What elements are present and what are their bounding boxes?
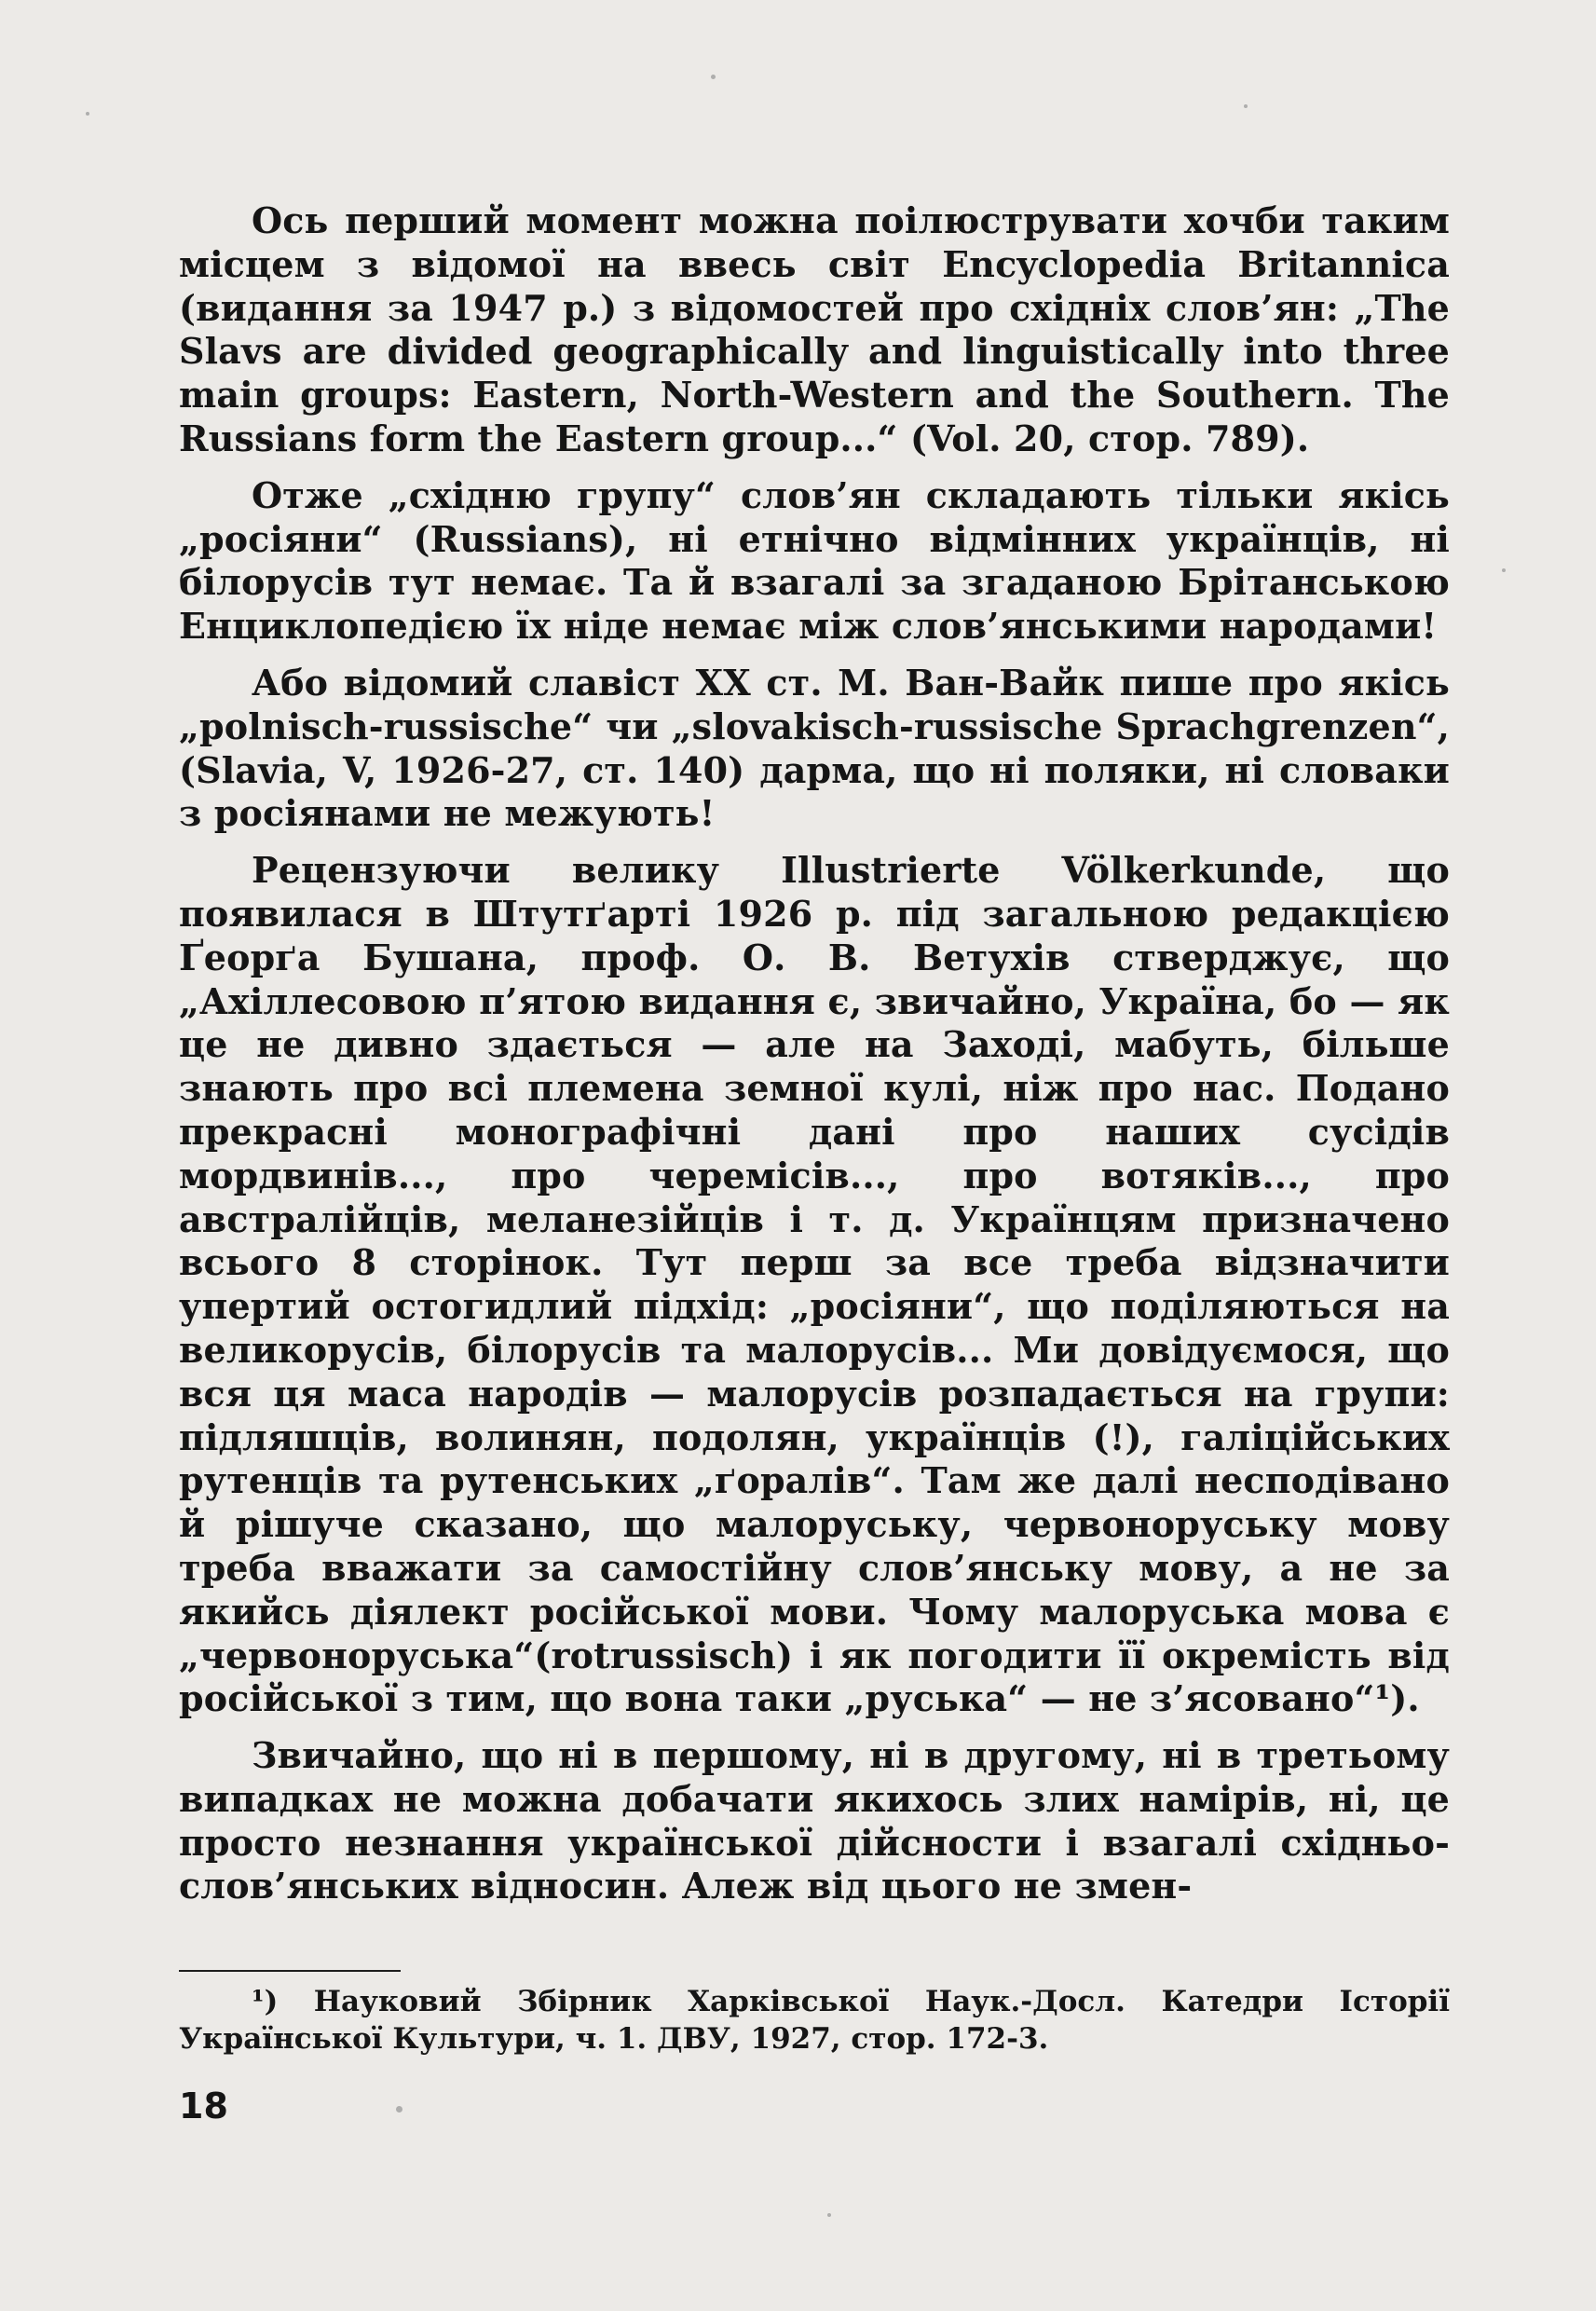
paper-speck: [1244, 104, 1248, 108]
paragraph: Або відомий славіст XX ст. М. Ван-Вайк пише про якісь „polnisch-russische“ чи „slovakisch-russische Sprachgrenzen“, (Slavia, V, 1926-27, ст. 140) дарма, що ні поляки, ні словаки з росіянами не межують!: [179, 661, 1450, 835]
paper-speck: [86, 112, 89, 116]
footnote: ¹) Науковий Збірник Харківської Наук.-Досл. Катедри Історії Української Культури, ч. 1. ДВУ, 1927, стор. 172-3.: [179, 1985, 1450, 2056]
paragraph: Звичайно, що ні в першому, ні в другому, ні в третьому випадках не можна добачати якихось злих намірів, ні, це просто незнання української дійсности і взагалі східньо-слов’янських відносин. Алеж від цього не змен-: [179, 1734, 1450, 1908]
paper-speck: [1502, 568, 1506, 572]
paragraph: Рецензуючи велику Illustrierte Völkerkunde, що появилася в Штутґарті 1926 р. під загальною редакцією Ґеорґа Бушана, проф. О. В. Ветухів стверджує, що „Ахіллесовою п’ятою видання є, звичайно, Україна, бо — як це не дивно здається — але на Заході, мабуть, більше знають про всі племена земної кулі, ніж про нас. Подано прекрасні монографічні дані про наших сусідів мордвинів..., про черемісів..., про вотяків..., про австралійців, меланезійців і т. д. Українцям призначено всього 8 сторінок. Тут перш за все треба відзначити упертий остогидлий підхід: „росіяни“, що поділяються на великорусів, білорусів та малорусів... Ми довідуємося, що вся ця маса народів — малорусів розпадається на групи: підляшців, волинян, подолян, українців (!), галіційських рутенців та рутенських „ґоралів“. Там же далі несподівано й рішуче сказано, що малоруську, червоноруську мову треба вважати за самостійну слов’янську мову, а не за якийсь діялект російської мови. Чому малоруська мова є „червоноруська“(rotrussisch) і як погодити її окремість від російської з тим, що вона таки „руська“ — не з’ясовано“¹).: [179, 849, 1450, 1720]
footnote-rule: [179, 1970, 401, 1972]
paper-speck: [827, 2213, 831, 2217]
page-number: 18: [179, 2085, 228, 2126]
main-text: [179, 199, 1450, 1908]
paragraph: Ось перший момент можна поілюструвати хочби таким місцем з відомої на ввесь світ Encyclopedia Britannica (видання за 1947 р.) з відомостей про східніх слов’ян: „The Slavs are divided geographically and linguistically into three main groups: Eastern, North-Western and the Southern. The Russians form the Eastern group...“ (Vol. 20, стор. 789).: [179, 199, 1450, 459]
paper-speck: [396, 2106, 402, 2113]
paragraph: Отже „східню групу“ слов’ян складають тільки якісь „росіяни“ (Russians), ні етнічно відмінних українців, ні білорусів тут немає. Та й взагалі за згаданою Брітанською Енциклопедією їх ніде немає між слов’янськими народами!: [179, 473, 1450, 648]
paper-speck: [711, 75, 716, 79]
